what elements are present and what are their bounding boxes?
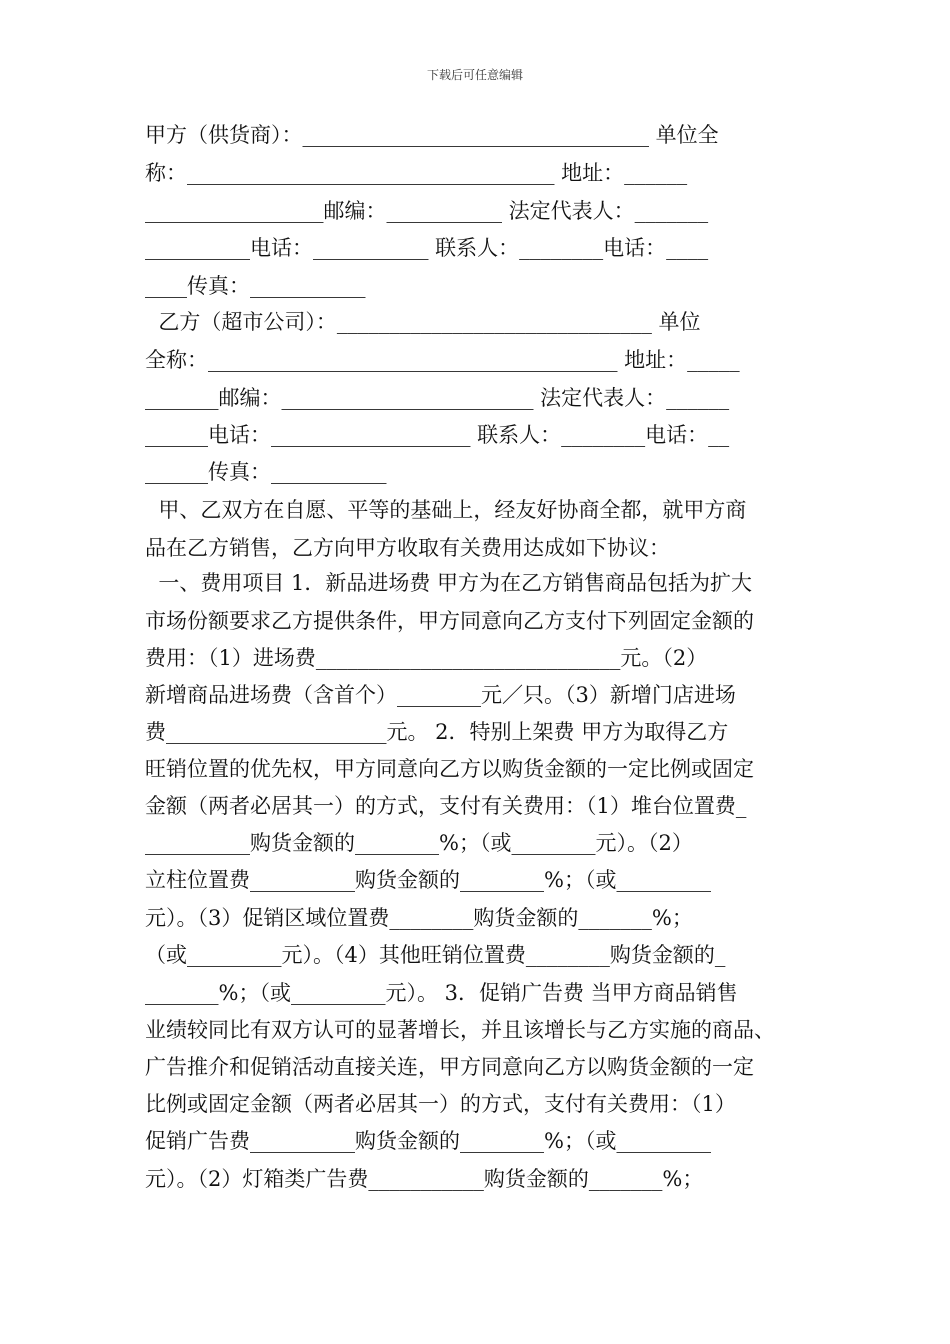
- text-line: 旺销位置的优先权，甲方同意向乙方以购货金额的一定比例或固定: [145, 757, 754, 781]
- text-line: 费用：（1）进场费_____________________________元。（2）: [145, 646, 708, 670]
- text-line: 费_____________________元。 2．特别上架费 甲方为取得乙方: [145, 720, 729, 744]
- text-line: __________购货金额的________%；（或________元）。（2）: [145, 831, 693, 855]
- text-line: 乙方（超市公司）：______________________________ 单位: [145, 310, 701, 334]
- text-line: 金额（两者必居其一）的方式，支付有关费用：（1）堆台位置费_: [145, 794, 747, 818]
- text-line: 甲方（供货商）：_________________________________ 单位全: [145, 123, 719, 147]
- text-line: 品在乙方销售，乙方向甲方收取有关费用达成如下协议：: [145, 536, 670, 560]
- text-line: 比例或固定金额（两者必居其一）的方式，支付有关费用：（1）: [145, 1092, 736, 1116]
- text-line: ____传真：___________: [145, 274, 366, 298]
- page-header: 下载后可任意编辑: [426, 68, 523, 82]
- text-line: 市场份额要求乙方提供条件，甲方同意向乙方支付下列固定金额的: [145, 609, 754, 633]
- text-line: 一、费用项目 1．新品进场费 甲方为在乙方销售商品包括为扩大: [145, 571, 753, 595]
- text-line: 新增商品进场费（含首个）________元／只。（3）新增门店进场: [145, 683, 736, 707]
- text-line: 促销广告费__________购货金额的________%；（或_________: [145, 1129, 711, 1153]
- text-line: 甲、乙双方在自愿、平等的基础上，经友好协商全都，就甲方商: [145, 498, 747, 522]
- text-line: 广告推介和促销活动直接关连，甲方同意向乙方以购货金额的一定: [145, 1055, 754, 1079]
- text-line: （或_________元）。（4）其他旺销位置费________购货金额的_: [145, 943, 726, 967]
- text-line: 全称：_______________________________________ 地址：_____: [145, 348, 740, 372]
- text-line: ______传真：___________: [145, 460, 387, 484]
- text-line: _________________邮编：___________ 法定代表人：_______: [145, 199, 709, 223]
- text-line: ______电话：___________________ 联系人：________电话：__: [145, 423, 730, 447]
- text-line: 元）。（3）促销区域位置费________购货金额的_______%；: [145, 906, 693, 930]
- text-line: 称：___________________________________ 地址：______: [145, 161, 688, 185]
- text-line: _______%；（或_________元）。 3．促销广告费 当甲方商品销售: [145, 981, 738, 1005]
- text-line: _______邮编：________________________ 法定代表人：______: [145, 386, 730, 410]
- text-line: __________电话：___________ 联系人：________电话：____: [145, 236, 709, 260]
- text-line: 立柱位置费__________购货金额的________%；（或_________: [145, 868, 711, 892]
- text-line: 业绩较同比有双方认可的显著增长，并且该增长与乙方实施的商品、: [145, 1018, 775, 1042]
- text-line: 元）。（2）灯箱类广告费___________购货金额的_______%；: [145, 1167, 704, 1191]
